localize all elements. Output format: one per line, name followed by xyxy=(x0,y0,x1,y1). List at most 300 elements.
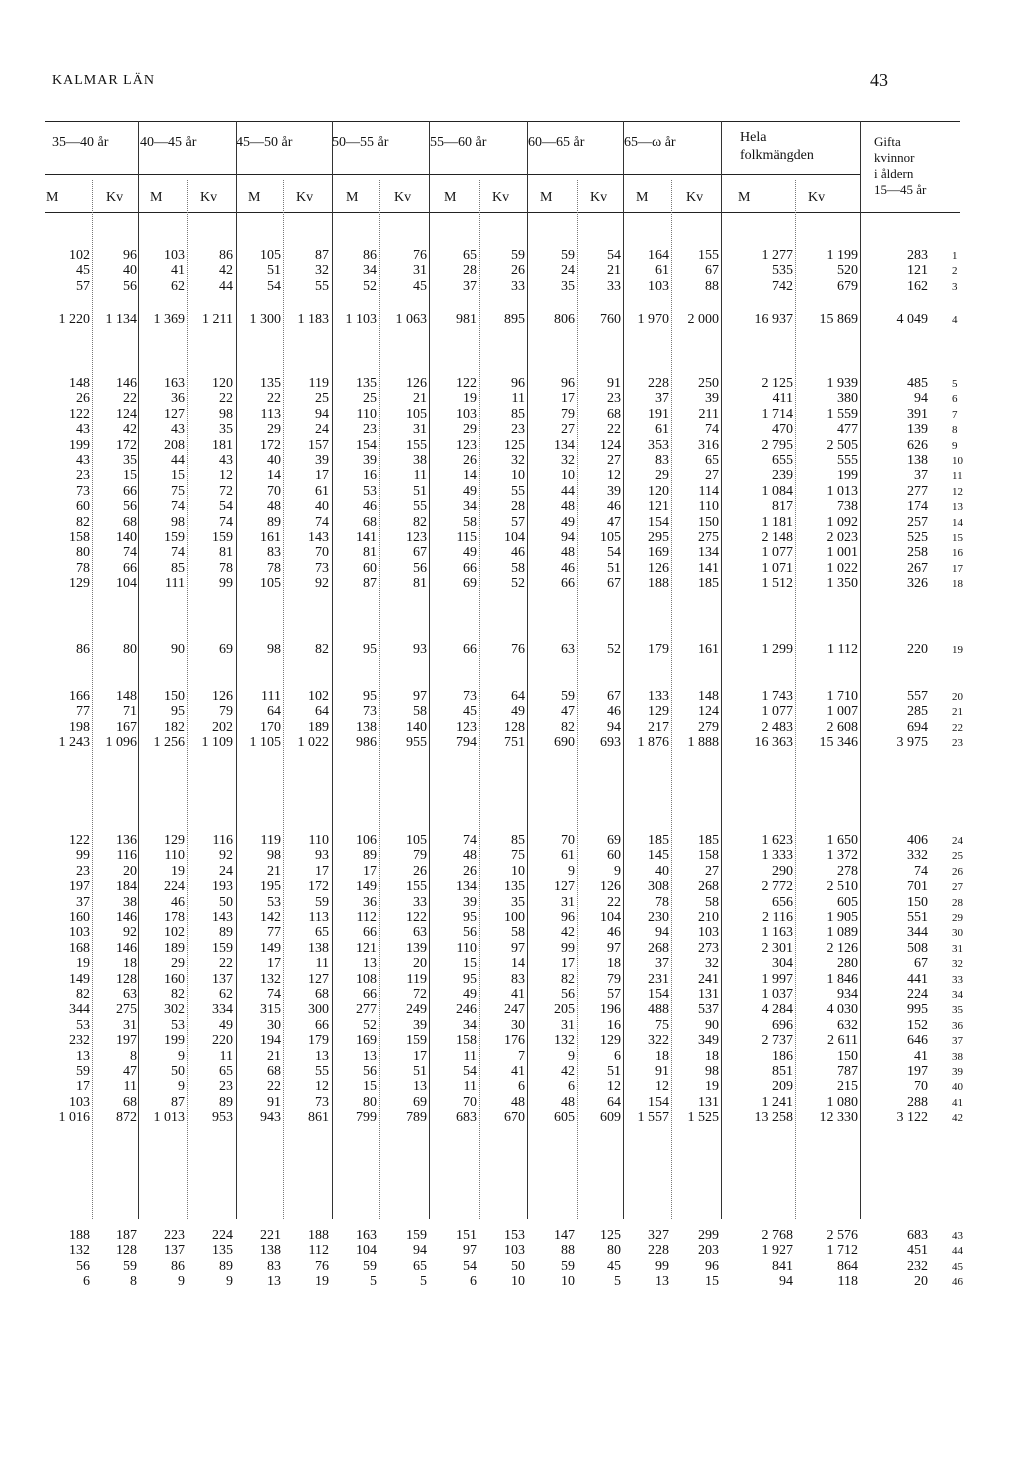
table-cell: 23 xyxy=(76,863,90,879)
table-cell: 123 xyxy=(406,530,427,545)
table-cell: 73 xyxy=(363,704,377,720)
row-number: 12 xyxy=(952,485,963,498)
table-cell: 209 xyxy=(772,1079,793,1095)
table-cell: 110 xyxy=(308,833,329,848)
table-cell: 172 xyxy=(308,879,329,895)
table-cell: 59 xyxy=(363,1258,377,1274)
table-cell: 61 xyxy=(561,848,575,864)
table-cell: 193 xyxy=(212,879,233,895)
table-cell: 5 xyxy=(614,1274,621,1290)
table-cell: 64 xyxy=(267,704,281,720)
table-cell: 17 xyxy=(315,468,329,484)
table-cell: 308 xyxy=(648,879,669,895)
table-cell: 103 xyxy=(164,248,185,263)
table-cell: 112 xyxy=(308,1243,329,1259)
table-cell: 1 525 xyxy=(687,1110,719,1126)
table-cell: 122 xyxy=(456,376,477,391)
table-cell: 344 xyxy=(69,1002,90,1018)
table-cell: 32 xyxy=(511,453,525,468)
table-cell: 268 xyxy=(698,879,719,895)
table-cell: 135 xyxy=(504,879,525,895)
table-cell: 27 xyxy=(607,453,621,468)
table-cell: 44 xyxy=(171,453,185,468)
table-cell: 148 xyxy=(69,376,90,391)
table-cell: 113 xyxy=(260,406,281,422)
column-separator xyxy=(721,121,722,1219)
table-cell: 12 xyxy=(219,468,233,484)
row-number: 44 xyxy=(952,1245,963,1258)
table-cell: 64 xyxy=(607,1094,621,1110)
table-cell: 78 xyxy=(267,560,281,576)
table-cell: 41 xyxy=(171,263,185,279)
table-cell: 65 xyxy=(219,1064,233,1079)
row-number: 24 xyxy=(952,835,963,847)
table-cell: 19 xyxy=(76,956,90,972)
table-cell: 9 xyxy=(568,1048,575,1064)
table-cell: 73 xyxy=(76,483,90,499)
table-cell: 1 743 xyxy=(761,689,793,704)
table-cell: 37 xyxy=(655,391,669,407)
table-cell: 51 xyxy=(267,263,281,279)
table-cell: 2 576 xyxy=(826,1228,858,1243)
table-cell: 257 xyxy=(907,514,928,530)
table-cell: 68 xyxy=(267,1064,281,1079)
table-cell: 220 xyxy=(907,642,928,657)
table-cell: 26 xyxy=(463,863,477,879)
table-cell: 93 xyxy=(413,642,427,657)
table-cell: 74 xyxy=(267,987,281,1002)
table-cell: 105 xyxy=(260,248,281,263)
table-cell: 81 xyxy=(363,545,377,561)
table-cell: 146 xyxy=(116,940,137,956)
table-cell: 197 xyxy=(907,1064,928,1079)
table-cell: 30 xyxy=(511,1017,525,1033)
table-cell: 135 xyxy=(356,376,377,391)
table-cell: 154 xyxy=(648,514,669,530)
table-cell: 8 xyxy=(130,1048,137,1064)
table-cell: 17 xyxy=(315,863,329,879)
table-cell: 146 xyxy=(116,910,137,925)
table-cell: 60 xyxy=(607,848,621,864)
table-cell: 20 xyxy=(413,956,427,972)
table-cell: 17 xyxy=(267,956,281,972)
total-header-line2: folkmängden xyxy=(740,148,814,163)
table-cell: 176 xyxy=(504,1033,525,1049)
row-number: 45 xyxy=(952,1260,963,1273)
table-cell: 140 xyxy=(116,530,137,545)
table-cell: 228 xyxy=(648,1243,669,1259)
table-cell: 91 xyxy=(655,1064,669,1079)
table-cell: 799 xyxy=(356,1110,377,1126)
table-cell: 105 xyxy=(406,833,427,848)
table-cell: 21 xyxy=(413,391,427,407)
table-cell: 1 714 xyxy=(761,406,793,422)
table-cell: 18 xyxy=(705,1048,719,1064)
table-cell: 138 xyxy=(308,940,329,956)
table-cell: 66 xyxy=(363,925,377,941)
table-cell: 95 xyxy=(363,642,377,657)
table-cell: 1 163 xyxy=(761,925,793,941)
table-cell: 2 611 xyxy=(827,1033,858,1049)
sex-label-kv: Kv xyxy=(686,190,704,205)
table-cell: 53 xyxy=(76,1017,90,1033)
column-separator xyxy=(860,121,861,1219)
table-cell: 75 xyxy=(655,1017,669,1033)
table-cell: 288 xyxy=(907,1094,928,1110)
table-cell: 120 xyxy=(648,483,669,499)
table-cell: 224 xyxy=(907,987,928,1002)
table-cell: 160 xyxy=(164,971,185,987)
table-cell: 94 xyxy=(914,391,928,407)
table-cell: 63 xyxy=(561,642,575,657)
table-cell: 10 xyxy=(561,1274,575,1290)
table-cell: 67 xyxy=(607,576,621,592)
row-number: 16 xyxy=(952,547,963,560)
table-cell: 738 xyxy=(837,499,858,515)
sex-label-kv: Kv xyxy=(106,190,124,205)
table-cell: 208 xyxy=(164,437,185,453)
table-cell: 85 xyxy=(511,406,525,422)
table-cell: 74 xyxy=(463,833,477,848)
table-cell: 12 xyxy=(607,1079,621,1095)
table-cell: 54 xyxy=(463,1258,477,1274)
table-cell: 95 xyxy=(463,971,477,987)
table-cell: 11 xyxy=(463,1048,477,1064)
table-cell: 13 xyxy=(267,1274,281,1290)
table-cell: 110 xyxy=(456,940,477,956)
table-cell: 121 xyxy=(648,499,669,515)
table-cell: 1 888 xyxy=(687,735,719,751)
table-cell: 95 xyxy=(363,689,377,704)
table-cell: 12 xyxy=(607,468,621,484)
table-cell: 1 300 xyxy=(249,312,281,327)
table-cell: 1 876 xyxy=(637,735,669,751)
sex-label-m: M xyxy=(444,190,457,205)
table-cell: 122 xyxy=(406,910,427,925)
table-cell: 40 xyxy=(315,499,329,515)
table-cell: 47 xyxy=(607,514,621,530)
table-cell: 128 xyxy=(504,719,525,735)
table-cell: 4 049 xyxy=(896,312,928,327)
table-cell: 124 xyxy=(116,406,137,422)
table-cell: 1 092 xyxy=(826,514,858,530)
table-cell: 315 xyxy=(260,1002,281,1018)
row-number: 2 xyxy=(952,265,958,278)
table-cell: 268 xyxy=(648,940,669,956)
table-cell: 2 125 xyxy=(761,376,793,391)
table-cell: 22 xyxy=(607,894,621,910)
table-cell: 74 xyxy=(914,863,928,879)
table-cell: 31 xyxy=(413,422,427,438)
table-cell: 78 xyxy=(219,560,233,576)
table-cell: 29 xyxy=(171,956,185,972)
table-cell: 76 xyxy=(511,642,525,657)
table-cell: 118 xyxy=(837,1274,858,1290)
sex-label-m: M xyxy=(248,190,261,205)
table-cell: 85 xyxy=(171,560,185,576)
table-cell: 158 xyxy=(69,530,90,545)
table-cell: 161 xyxy=(260,530,281,545)
table-cell: 6 xyxy=(568,1079,575,1095)
age-group-header: 35—40 år xyxy=(52,135,109,150)
table-cell: 50 xyxy=(219,894,233,910)
table-cell: 46 xyxy=(607,499,621,515)
table-cell: 1 650 xyxy=(826,833,858,848)
table-cell: 241 xyxy=(698,971,719,987)
row-number: 21 xyxy=(952,706,963,719)
table-cell: 159 xyxy=(212,530,233,545)
table-cell: 11 xyxy=(315,956,329,972)
table-cell: 49 xyxy=(561,514,575,530)
table-cell: 17 xyxy=(363,863,377,879)
table-cell: 94 xyxy=(655,925,669,941)
table-cell: 119 xyxy=(260,833,281,848)
table-cell: 82 xyxy=(171,987,185,1002)
table-cell: 158 xyxy=(456,1033,477,1049)
table-cell: 1 134 xyxy=(105,312,137,327)
row-number: 33 xyxy=(952,973,963,986)
table-cell: 137 xyxy=(164,1243,185,1259)
table-cell: 39 xyxy=(363,453,377,468)
table-cell: 59 xyxy=(561,689,575,704)
table-cell: 42 xyxy=(561,925,575,941)
table-cell: 551 xyxy=(907,910,928,925)
table-cell: 701 xyxy=(907,879,928,895)
table-cell: 81 xyxy=(219,545,233,561)
table-cell: 68 xyxy=(607,406,621,422)
table-cell: 65 xyxy=(705,453,719,468)
table-cell: 71 xyxy=(123,704,137,720)
table-cell: 53 xyxy=(267,894,281,910)
table-cell: 197 xyxy=(69,879,90,895)
table-cell: 103 xyxy=(69,925,90,941)
sex-label-m: M xyxy=(346,190,359,205)
table-cell: 11 xyxy=(219,1048,233,1064)
table-cell: 105 xyxy=(406,406,427,422)
table-cell: 52 xyxy=(363,278,377,294)
table-cell: 199 xyxy=(164,1033,185,1049)
table-cell: 163 xyxy=(164,376,185,391)
table-cell: 211 xyxy=(698,406,719,422)
table-cell: 44 xyxy=(561,483,575,499)
table-cell: 224 xyxy=(212,1228,233,1243)
table-cell: 13 xyxy=(363,956,377,972)
table-cell: 2 768 xyxy=(761,1228,793,1243)
table-cell: 126 xyxy=(406,376,427,391)
table-cell: 29 xyxy=(655,468,669,484)
table-cell: 74 xyxy=(171,499,185,515)
table-cell: 247 xyxy=(504,1002,525,1018)
table-cell: 59 xyxy=(511,248,525,263)
table-cell: 86 xyxy=(219,248,233,263)
table-cell: 508 xyxy=(907,940,928,956)
table-cell: 82 xyxy=(315,642,329,657)
table-cell: 35 xyxy=(511,894,525,910)
married-header-line: Gifta xyxy=(874,134,901,149)
table-cell: 51 xyxy=(607,1064,621,1079)
table-cell: 77 xyxy=(76,704,90,720)
table-cell: 12 xyxy=(655,1079,669,1095)
table-cell: 123 xyxy=(456,719,477,735)
table-cell: 73 xyxy=(315,560,329,576)
table-cell: 864 xyxy=(837,1258,858,1274)
table-cell: 1 369 xyxy=(153,312,185,327)
table-cell: 17 xyxy=(561,391,575,407)
table-cell: 2 301 xyxy=(761,940,793,956)
table-cell: 7 xyxy=(518,1048,525,1064)
table-cell: 6 xyxy=(614,1048,621,1064)
table-cell: 1 277 xyxy=(761,248,793,263)
table-cell: 41 xyxy=(511,987,525,1002)
table-cell: 31 xyxy=(561,894,575,910)
table-cell: 1 623 xyxy=(761,833,793,848)
table-cell: 300 xyxy=(308,1002,329,1018)
table-cell: 87 xyxy=(171,1094,185,1110)
table-cell: 202 xyxy=(212,719,233,735)
table-cell: 22 xyxy=(267,391,281,407)
table-cell: 48 xyxy=(463,848,477,864)
row-number: 46 xyxy=(952,1276,963,1289)
table-cell: 149 xyxy=(260,940,281,956)
table-cell: 9 xyxy=(568,863,575,879)
table-cell: 158 xyxy=(698,848,719,864)
table-cell: 38 xyxy=(413,453,427,468)
table-cell: 851 xyxy=(772,1064,793,1079)
table-cell: 13 xyxy=(413,1079,427,1095)
table-cell: 19 xyxy=(705,1079,719,1095)
table-cell: 54 xyxy=(463,1064,477,1079)
table-cell: 16 xyxy=(363,468,377,484)
table-cell: 10 xyxy=(511,468,525,484)
table-cell: 30 xyxy=(267,1017,281,1033)
row-number: 22 xyxy=(952,721,963,734)
table-cell: 11 xyxy=(123,1079,137,1095)
table-cell: 1 512 xyxy=(761,576,793,592)
table-cell: 46 xyxy=(607,704,621,720)
table-cell: 129 xyxy=(648,704,669,720)
table-cell: 32 xyxy=(561,453,575,468)
table-cell: 646 xyxy=(907,1033,928,1049)
table-cell: 19 xyxy=(171,863,185,879)
married-header-line: kvinnor xyxy=(874,150,915,165)
table-cell: 83 xyxy=(267,545,281,561)
table-cell: 76 xyxy=(413,248,427,263)
table-cell: 105 xyxy=(600,530,621,545)
table-cell: 1 181 xyxy=(761,514,793,530)
table-cell: 28 xyxy=(511,499,525,515)
table-cell: 66 xyxy=(463,560,477,576)
table-cell: 1 001 xyxy=(826,545,858,561)
table-cell: 31 xyxy=(413,263,427,279)
table-cell: 150 xyxy=(164,689,185,704)
table-cell: 14 xyxy=(511,956,525,972)
table-cell: 184 xyxy=(116,879,137,895)
table-cell: 280 xyxy=(837,956,858,972)
table-cell: 19 xyxy=(315,1274,329,1290)
table-cell: 537 xyxy=(698,1002,719,1018)
row-number: 35 xyxy=(952,1004,963,1017)
table-cell: 75 xyxy=(511,848,525,864)
table-cell: 63 xyxy=(413,925,427,941)
table-cell: 54 xyxy=(219,499,233,515)
table-cell: 1 096 xyxy=(105,735,137,751)
table-cell: 35 xyxy=(219,422,233,438)
sex-label-kv: Kv xyxy=(394,190,412,205)
rule-top xyxy=(45,121,960,122)
table-cell: 138 xyxy=(907,453,928,468)
table-cell: 54 xyxy=(267,278,281,294)
table-cell: 2 116 xyxy=(762,910,793,925)
table-cell: 66 xyxy=(123,483,137,499)
table-cell: 185 xyxy=(648,833,669,848)
table-cell: 789 xyxy=(406,1110,427,1126)
table-cell: 60 xyxy=(76,499,90,515)
table-cell: 872 xyxy=(116,1110,137,1126)
table-cell: 139 xyxy=(406,940,427,956)
table-cell: 986 xyxy=(356,735,377,751)
table-cell: 125 xyxy=(504,437,525,453)
table-cell: 1 299 xyxy=(761,642,793,657)
sex-label-kv: Kv xyxy=(590,190,608,205)
table-cell: 760 xyxy=(600,312,621,327)
table-cell: 155 xyxy=(406,437,427,453)
table-cell: 326 xyxy=(907,576,928,592)
table-cell: 632 xyxy=(837,1017,858,1033)
table-cell: 9 xyxy=(178,1048,185,1064)
table-cell: 441 xyxy=(907,971,928,987)
table-cell: 35 xyxy=(123,453,137,468)
table-cell: 555 xyxy=(837,453,858,468)
table-cell: 953 xyxy=(212,1110,233,1126)
table-cell: 232 xyxy=(69,1033,90,1049)
table-cell: 14 xyxy=(463,468,477,484)
table-cell: 51 xyxy=(413,1064,427,1079)
table-cell: 45 xyxy=(463,704,477,720)
table-cell: 97 xyxy=(463,1243,477,1259)
table-cell: 1 997 xyxy=(761,971,793,987)
table-cell: 135 xyxy=(260,376,281,391)
table-cell: 8 xyxy=(130,1274,137,1290)
table-cell: 1 710 xyxy=(826,689,858,704)
table-cell: 41 xyxy=(914,1048,928,1064)
table-cell: 679 xyxy=(837,278,858,294)
table-cell: 806 xyxy=(554,312,575,327)
table-cell: 1 105 xyxy=(249,735,281,751)
table-cell: 106 xyxy=(356,833,377,848)
table-cell: 59 xyxy=(561,248,575,263)
table-cell: 1 063 xyxy=(395,312,427,327)
table-cell: 39 xyxy=(463,894,477,910)
row-number: 17 xyxy=(952,562,963,575)
table-cell: 167 xyxy=(116,719,137,735)
table-cell: 102 xyxy=(69,248,90,263)
table-cell: 132 xyxy=(69,1243,90,1259)
table-cell: 16 937 xyxy=(754,312,793,327)
table-cell: 696 xyxy=(772,1017,793,1033)
table-cell: 2 148 xyxy=(761,530,793,545)
table-cell: 24 xyxy=(219,863,233,879)
table-cell: 15 xyxy=(463,956,477,972)
table-cell: 96 xyxy=(561,376,575,391)
table-cell: 477 xyxy=(837,422,858,438)
sex-label-m: M xyxy=(150,190,163,205)
table-cell: 108 xyxy=(356,971,377,987)
table-cell: 37 xyxy=(463,278,477,294)
table-cell: 45 xyxy=(607,1258,621,1274)
table-cell: 86 xyxy=(171,1258,185,1274)
table-cell: 126 xyxy=(648,560,669,576)
table-cell: 114 xyxy=(698,483,719,499)
